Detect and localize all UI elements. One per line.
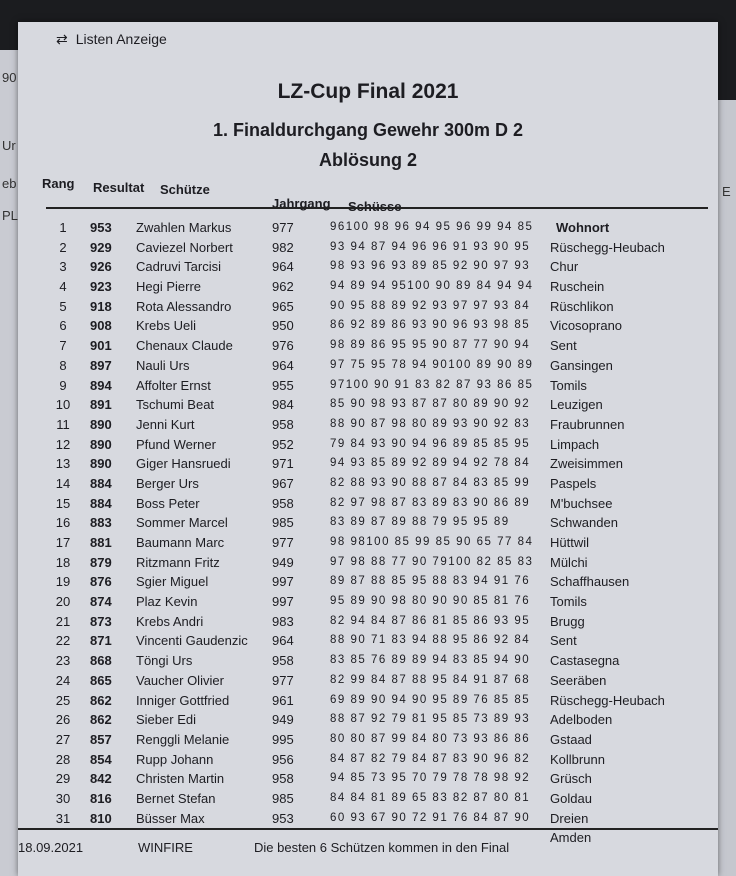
- cell-jahrgang: 971: [272, 456, 294, 472]
- cell-jahrgang: 967: [272, 475, 294, 491]
- cell-rang: 25: [55, 692, 71, 708]
- cell-schuetze: Plaz Kevin: [136, 594, 198, 610]
- cell-rang: 10: [55, 397, 71, 413]
- cell-rang: 28: [55, 751, 71, 767]
- cell-resultat: 883: [90, 515, 112, 531]
- cell-rang: 12: [55, 436, 71, 452]
- page-title: LZ-Cup Final 2021: [277, 80, 459, 103]
- table-row: [18, 238, 718, 258]
- cell-jahrgang: 958: [272, 495, 294, 511]
- cell-wohnort: Gansingen: [550, 357, 613, 373]
- cell-schuetze: Baumann Marc: [136, 535, 225, 550]
- cell-resultat: 908: [90, 318, 112, 334]
- cell-jahrgang: 997: [272, 574, 294, 590]
- table-row: [18, 316, 718, 336]
- cell-resultat: 953: [90, 220, 112, 235]
- cell-schuetze: Chenaux Claude: [136, 338, 233, 354]
- cell-schuesse: 88 90 71 83 94 88 95 86 92 84: [330, 634, 531, 647]
- column-schuetze: Schütze: [160, 182, 210, 197]
- background-text: PL: [2, 208, 18, 223]
- cell-rang: 13: [55, 456, 71, 472]
- cell-wohnort: Goldau: [550, 790, 592, 806]
- cell-resultat: 894: [90, 377, 112, 393]
- cell-schuetze: Renggli Melanie: [136, 731, 230, 747]
- cell-rang: 22: [55, 633, 71, 649]
- table-row: [18, 730, 718, 750]
- window-menu-icon[interactable]: ⇄: [56, 30, 68, 47]
- cell-rang: 26: [55, 712, 71, 728]
- cell-wohnort: Chur: [550, 259, 579, 275]
- cell-schuetze: Sgier Miguel: [136, 574, 209, 590]
- table-row: [18, 691, 718, 711]
- cell-wohnort: Rüschegg-Heubach: [550, 692, 665, 708]
- cell-schuesse: 98 93 96 93 89 85 92 90 97 93: [330, 260, 531, 273]
- header-divider: [46, 207, 708, 209]
- cell-rang: 11: [56, 416, 70, 432]
- cell-resultat: 862: [90, 692, 112, 708]
- cell-rang: 4: [59, 279, 67, 295]
- cell-schuesse: 83 89 87 89 88 79 95 95 89: [330, 516, 510, 529]
- cell-jahrgang: 982: [272, 239, 294, 255]
- cell-resultat: 816: [90, 790, 112, 806]
- cell-schuetze: Vaucher Olivier: [136, 672, 224, 688]
- cell-schuetze: Tschumi Beat: [136, 397, 215, 413]
- table-row: [18, 277, 718, 297]
- cell-schuetze: Sieber Edi: [136, 712, 196, 728]
- cell-resultat: 884: [90, 475, 112, 491]
- cell-jahrgang: 962: [272, 279, 294, 295]
- cell-schuesse: 97 75 95 78 94 90100 89 90 89: [330, 358, 534, 371]
- relay-label: Ablösung 2: [319, 150, 417, 170]
- cell-wohnort: Schaffhausen: [550, 574, 630, 590]
- cell-resultat: 879: [90, 554, 112, 570]
- cell-rang: 30: [55, 790, 71, 806]
- cell-jahrgang: 958: [272, 416, 294, 432]
- background-text: Ur: [2, 138, 16, 153]
- cell-resultat: 881: [90, 535, 112, 550]
- cell-resultat: 926: [90, 259, 112, 275]
- cell-rang: 6: [59, 318, 67, 334]
- cell-wohnort: Rüschlikon: [550, 298, 614, 314]
- cell-schuesse: 98 89 86 95 95 90 87 77 90 94: [330, 339, 531, 352]
- cell-schuesse: 85 90 98 93 87 87 80 89 90 92: [330, 398, 531, 411]
- cell-jahrgang: 995: [272, 731, 294, 747]
- table-row: [18, 356, 718, 376]
- cell-schuetze: Boss Peter: [136, 495, 200, 511]
- table-row: [18, 415, 718, 435]
- cell-wohnort: Mülchi: [550, 554, 588, 570]
- cell-jahrgang: 964: [272, 259, 294, 275]
- cell-rang: 31: [55, 810, 71, 826]
- table-row: [18, 336, 718, 356]
- cell-wohnort: Schwanden: [550, 515, 618, 531]
- cell-rang: 27: [55, 731, 71, 747]
- cell-wohnort: Adelboden: [550, 712, 613, 728]
- column-resultat: Resultat: [93, 180, 145, 195]
- cell-resultat: 865: [90, 672, 112, 688]
- cell-schuetze: Giger Hansruedi: [136, 456, 231, 472]
- cell-resultat: 891: [90, 397, 112, 413]
- cell-schuetze: Berger Urs: [136, 475, 199, 491]
- table-row: [18, 572, 718, 592]
- cell-schuetze: Christen Martin: [136, 771, 225, 787]
- cell-schuesse: 96100 98 96 94 95 96 99 94 85: [330, 221, 534, 233]
- cell-schuesse: 89 87 88 85 95 88 83 94 91 76: [330, 575, 531, 588]
- cell-resultat: 929: [90, 239, 112, 255]
- cell-wohnort: Dreien: [550, 810, 589, 826]
- page-subtitle: 1. Finaldurchgang Gewehr 300m D 2: [212, 120, 524, 140]
- cell-schuesse: 86 92 89 86 93 90 96 93 98 85: [330, 319, 531, 332]
- cell-jahrgang: 997: [272, 594, 294, 610]
- footer-app: WINFIRE: [138, 840, 193, 855]
- cell-schuesse: 97 98 88 77 90 79100 82 85 83: [330, 555, 534, 568]
- cell-wohnort: Tomils: [550, 594, 587, 610]
- cell-jahrgang: 977: [272, 672, 294, 688]
- cell-jahrgang: 961: [272, 692, 294, 708]
- cell-wohnort: Fraubrunnen: [550, 416, 625, 432]
- title-bar[interactable]: [18, 22, 718, 56]
- table-row: [18, 454, 718, 474]
- cell-schuetze: Büsser Max: [136, 810, 205, 826]
- cell-schuesse: 83 85 76 89 89 94 83 85 94 90: [330, 654, 531, 667]
- cell-resultat: 884: [90, 495, 112, 511]
- cell-jahrgang: 977: [272, 220, 294, 235]
- column-jahrgang: Jahrgang: [272, 196, 331, 211]
- cell-schuesse: 93 94 87 94 96 96 91 93 90 95: [330, 240, 531, 253]
- cell-jahrgang: 964: [272, 633, 294, 649]
- cell-schuesse: 95 89 90 98 80 90 90 85 81 76: [330, 595, 531, 608]
- cell-jahrgang: 976: [272, 338, 294, 354]
- background-text: E: [722, 184, 731, 199]
- cell-schuesse: 69 89 90 94 90 95 89 76 85 85: [330, 693, 531, 706]
- cell-wohnort: Rüschegg-Heubach: [550, 239, 665, 255]
- cell-resultat: 874: [90, 594, 112, 610]
- cell-schuesse: 82 94 84 87 86 81 85 86 93 95: [330, 614, 531, 627]
- cell-schuesse: 94 93 85 89 92 89 94 92 78 84: [330, 457, 531, 470]
- cell-resultat: 890: [90, 456, 112, 472]
- table-row: [18, 809, 718, 829]
- cell-resultat: 901: [90, 338, 112, 354]
- cell-wohnort: Brugg: [550, 613, 585, 629]
- table-row: [18, 297, 718, 317]
- cell-schuetze: Caviezel Norbert: [136, 239, 233, 255]
- cell-jahrgang: 949: [272, 712, 294, 728]
- cell-resultat: 842: [90, 771, 112, 787]
- cell-jahrgang: 983: [272, 613, 294, 629]
- status-footer: [18, 836, 718, 860]
- cell-rang: 7: [59, 338, 67, 354]
- table-row: [18, 553, 718, 573]
- cell-resultat: 810: [90, 810, 112, 826]
- background-text: 90: [2, 70, 17, 85]
- cell-wohnort: Kollbrunn: [550, 751, 605, 767]
- cell-schuesse: 60 93 67 90 72 91 76 84 87 90: [330, 811, 531, 824]
- cell-rang: 16: [55, 515, 71, 531]
- cell-resultat: 868: [90, 653, 112, 669]
- cell-jahrgang: 985: [272, 515, 294, 531]
- cell-jahrgang: 964: [272, 357, 294, 373]
- cell-resultat: 890: [90, 416, 112, 432]
- cell-schuetze: Jenni Kurt: [136, 416, 195, 432]
- cell-schuesse: 88 87 92 79 81 95 85 73 89 93: [330, 713, 531, 726]
- cell-schuesse: 90 95 88 89 92 93 97 97 93 84: [330, 299, 531, 312]
- cell-wohnort: Zweisimmen: [550, 456, 623, 472]
- cell-jahrgang: 977: [272, 535, 294, 550]
- cell-wohnort: M'buchsee: [550, 495, 613, 511]
- cell-schuesse: 79 84 93 90 94 96 89 85 85 95: [330, 437, 531, 450]
- cell-rang: 2: [59, 239, 67, 255]
- cell-rang: 14: [55, 475, 71, 491]
- cell-schuesse: 88 90 87 98 80 89 93 90 92 83: [330, 417, 531, 430]
- cell-resultat: 890: [90, 436, 112, 452]
- table-row: [18, 257, 718, 277]
- table-row: [18, 651, 718, 671]
- window-title: Listen Anzeige: [75, 31, 167, 47]
- cell-rang: 8: [59, 357, 67, 373]
- list-display-window: [18, 22, 718, 876]
- cell-resultat: 854: [90, 751, 112, 767]
- cell-rang: 17: [55, 535, 71, 550]
- cell-schuetze: Rupp Johann: [136, 751, 214, 767]
- cell-schuesse: 94 89 94 95100 90 89 84 94 94: [330, 280, 534, 293]
- table-row: [18, 592, 718, 612]
- cell-jahrgang: 956: [272, 751, 294, 767]
- table-row: [18, 533, 718, 553]
- table-row: [18, 376, 718, 396]
- cell-schuesse: 82 88 93 90 88 87 84 83 85 99: [330, 476, 531, 489]
- cell-schuesse: 97100 90 91 83 82 87 93 86 85: [330, 378, 534, 391]
- cell-wohnort: Paspels: [550, 475, 597, 491]
- cell-schuesse: 82 99 84 87 88 95 84 91 87 68: [330, 673, 531, 686]
- cell-schuesse: 94 85 73 95 70 79 78 78 98 92: [330, 772, 531, 785]
- cell-schuetze: Töngi Urs: [136, 653, 193, 669]
- cell-resultat: 876: [90, 574, 112, 590]
- table-row: [18, 710, 718, 730]
- footer-date: 18.09.2021: [18, 840, 84, 855]
- footer-divider: [18, 828, 718, 830]
- table-row: [18, 750, 718, 770]
- cell-wohnort: Leuzigen: [550, 397, 603, 413]
- cell-schuetze: Pfund Werner: [136, 436, 216, 452]
- cell-wohnort: Limpach: [550, 436, 600, 452]
- cell-jahrgang: 958: [272, 653, 294, 669]
- cell-wohnort: Grüsch: [550, 771, 592, 787]
- table-row: [18, 513, 718, 533]
- cell-schuetze: Sommer Marcel: [136, 515, 228, 531]
- cell-schuesse: 84 84 81 89 65 83 82 87 80 81: [330, 791, 531, 804]
- cell-rang: 23: [55, 653, 71, 669]
- cell-rang: 24: [55, 672, 71, 688]
- table-row: [18, 218, 718, 238]
- cell-schuetze: Krebs Ueli: [136, 318, 196, 334]
- cell-schuetze: Hegi Pierre: [136, 279, 202, 295]
- cell-schuetze: Vincenti Gaudenzic: [136, 633, 248, 649]
- column-rang: Rang: [42, 176, 75, 191]
- cell-wohnort: Ruschein: [550, 279, 605, 295]
- cell-rang: 20: [55, 594, 71, 610]
- cell-rang: 15: [55, 495, 71, 511]
- cell-rang: 18: [55, 554, 71, 570]
- cell-schuetze: Bernet Stefan: [136, 790, 216, 806]
- footer-note: Die besten 6 Schützen kommen in den Final: [254, 840, 510, 855]
- cell-resultat: 897: [90, 357, 112, 373]
- cell-resultat: 857: [90, 731, 112, 747]
- cell-jahrgang: 952: [272, 436, 294, 452]
- cell-rang: 1: [59, 220, 67, 235]
- cell-resultat: 873: [90, 613, 112, 629]
- table-row: [18, 631, 718, 651]
- cell-jahrgang: 984: [272, 397, 294, 413]
- cell-wohnort: Seeräben: [550, 672, 607, 688]
- cell-wohnort: Castasegna: [550, 653, 620, 669]
- cell-wohnort: Hüttwil: [550, 535, 590, 550]
- cell-resultat: 871: [90, 633, 112, 649]
- cell-rang: 9: [59, 377, 67, 393]
- cell-schuesse: 98 98100 85 99 85 90 65 77 84: [330, 536, 534, 548]
- table-row: [18, 612, 718, 632]
- table-row: [18, 494, 718, 514]
- background-text: eb: [2, 176, 17, 191]
- cell-jahrgang: 965: [272, 298, 294, 314]
- cell-schuetze: Inniger Gottfried: [136, 692, 230, 708]
- cell-schuetze: Cadruvi Tarcisi: [136, 259, 222, 275]
- cell-wohnort: Sent: [550, 338, 577, 354]
- table-row: [18, 769, 718, 789]
- cell-schuetze: Nauli Urs: [136, 357, 190, 373]
- cell-schuesse: 82 97 98 87 83 89 83 90 86 89: [330, 496, 531, 509]
- cell-schuetze: Affolter Ernst: [136, 377, 211, 393]
- cell-rang: 19: [55, 574, 71, 590]
- column-wohnort: Wohnort: [556, 220, 610, 235]
- cell-jahrgang: 985: [272, 790, 294, 806]
- cell-jahrgang: 953: [272, 810, 294, 826]
- cell-jahrgang: 955: [272, 377, 294, 393]
- cell-wohnort: Tomils: [550, 377, 587, 393]
- cell-resultat: 918: [90, 298, 112, 314]
- cell-schuetze: Zwahlen Markus: [136, 220, 232, 235]
- table-row: [18, 671, 718, 691]
- cell-rang: 21: [55, 613, 71, 629]
- cell-resultat: 923: [90, 279, 112, 295]
- cell-rang: 3: [59, 259, 67, 275]
- cell-rang: 5: [59, 298, 67, 314]
- table-row: [18, 474, 718, 494]
- cell-wohnort: Amden: [550, 830, 592, 846]
- table-row: [18, 789, 718, 809]
- table-row: [18, 395, 718, 415]
- table-row: [18, 435, 718, 455]
- cell-rang: 29: [55, 771, 71, 787]
- cell-jahrgang: 950: [272, 318, 294, 334]
- cell-wohnort: Vicosoprano: [550, 318, 623, 334]
- cell-schuesse: 80 80 87 99 84 80 73 93 86 86: [330, 732, 531, 745]
- cell-wohnort: Gstaad: [550, 731, 592, 747]
- results-table: [18, 218, 718, 848]
- cell-schuetze: Krebs Andri: [136, 613, 204, 629]
- cell-jahrgang: 958: [272, 771, 294, 787]
- cell-schuetze: Rota Alessandro: [136, 298, 232, 314]
- cell-jahrgang: 949: [272, 554, 294, 570]
- cell-schuetze: Ritzmann Fritz: [136, 554, 220, 570]
- cell-resultat: 862: [90, 712, 112, 728]
- column-schuesse: Schüsse: [348, 199, 402, 214]
- cell-schuesse: 84 87 82 79 84 87 83 90 96 82: [330, 752, 531, 765]
- cell-wohnort: Sent: [550, 633, 577, 649]
